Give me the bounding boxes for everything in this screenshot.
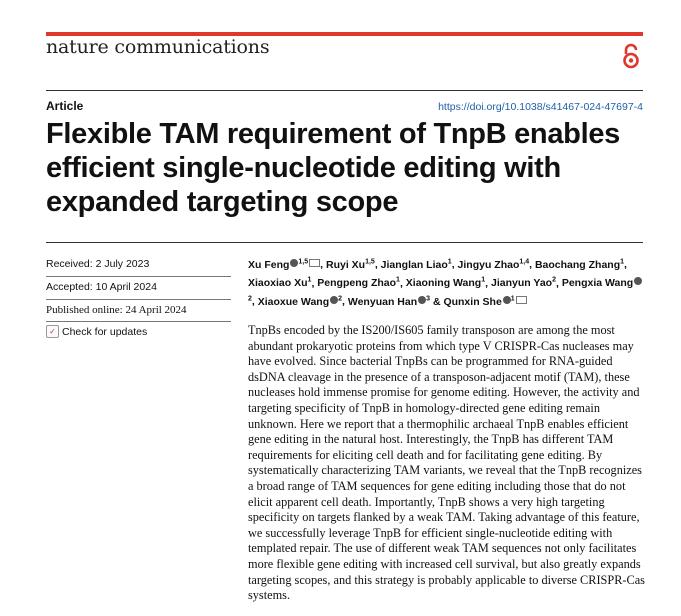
- doi-link[interactable]: https://doi.org/10.1038/s41467-024-47697-4: [438, 101, 643, 113]
- author-affiliation: 1: [396, 276, 400, 284]
- author-affiliation: 2: [248, 295, 252, 302]
- author-list: Xu Feng $^{1,5}$ , Ruyi Xu$^{1,5}$, Jianglan Liao$^1$, Jingyu Zhao$^{1,4}$, Baochang Zhang$^1$, Xiaoxiao Xu$^1$, Pengpeng Zhao$^1$, Xiaoning Wang$^1$, Jianyun Yao$^2$, Pengxia Wang$^2$, Xiaoxue Wang $^2$, Wenyuan Han $^3$ & Qunxin She $^1$: [248, 254, 648, 310]
- author-name-text: Xu Feng: [248, 258, 290, 271]
- check-for-updates-button[interactable]: [46, 325, 147, 338]
- author-name-text: Jianyun Yao: [490, 277, 553, 289]
- author-name[interactable]: [258, 296, 342, 308]
- author-affiliation: 2: [338, 295, 343, 302]
- author-name[interactable]: [317, 277, 400, 289]
- author-affiliation: 3: [426, 295, 431, 302]
- author-name-text: Xiaoxue Wang: [257, 295, 330, 308]
- received-date: Received: 2 July 2023: [46, 258, 150, 270]
- author-name[interactable]: [406, 277, 485, 289]
- meta-divider: [46, 276, 231, 277]
- email-icon[interactable]: [516, 296, 527, 304]
- author-name[interactable]: [535, 259, 624, 271]
- orcid-icon[interactable]: [418, 296, 426, 304]
- author-affiliation: 1: [510, 295, 515, 302]
- author-name-text: Jingyu Zhao: [457, 258, 520, 271]
- published-date: Published online: 24 April 2024: [46, 304, 187, 316]
- meta-divider: [46, 299, 231, 300]
- author-name-text: Jianglan Liao: [380, 258, 448, 271]
- article-type: Article: [46, 99, 84, 113]
- author-name-text: Baochang Zhang: [534, 258, 621, 271]
- author-affiliation: 1: [447, 258, 452, 265]
- author-name-text: Ruyi Xu: [326, 258, 366, 271]
- author-affiliation: 1,5: [365, 258, 375, 265]
- author-name[interactable]: [248, 259, 320, 271]
- orcid-icon[interactable]: [330, 296, 338, 304]
- author-name[interactable]: [381, 259, 452, 271]
- author-name[interactable]: [491, 277, 556, 289]
- check-for-updates-label: Check for updates: [62, 325, 148, 338]
- author-name-text: Pengxia Wang: [561, 277, 634, 289]
- orcid-icon[interactable]: [503, 296, 511, 304]
- author-affiliation: 1,5: [298, 258, 309, 265]
- author-name-text: Wenyuan Han: [347, 295, 418, 308]
- accepted-date: Accepted: 10 April 2024: [46, 281, 157, 293]
- author-affiliation: 1,4: [519, 258, 530, 265]
- orcid-icon[interactable]: [634, 277, 642, 285]
- author-name[interactable]: & Qunxin She $^1$: [433, 296, 527, 308]
- author-name[interactable]: [348, 296, 430, 308]
- author-affiliation: 1: [620, 258, 625, 265]
- author-name-text: Pengpeng Zhao: [317, 277, 397, 289]
- check-for-updates-icon: ✓: [46, 325, 59, 338]
- author-name-text: Qunxin She: [443, 295, 502, 308]
- author-name-text: Xiaoxiao Xu: [248, 277, 308, 289]
- author-affiliation: 2: [552, 276, 556, 284]
- author-name[interactable]: [458, 259, 530, 271]
- author-name[interactable]: [248, 277, 311, 289]
- author-name-text: Xiaoning Wang: [405, 277, 482, 289]
- author-affiliation: 1: [307, 276, 312, 284]
- author-name[interactable]: [326, 259, 375, 271]
- open-access-icon[interactable]: [620, 42, 642, 70]
- email-icon[interactable]: [309, 259, 320, 267]
- header-rule: [46, 90, 643, 91]
- abstract: TnpBs encoded by the IS200/IS605 family transposon are among the most abundant prokaryotic proteins from which type V CRISPR-Cas nucleases may have evolved. Since bacterial TnpBs can be programmed for RNA-guided dsDNA cleavage in the presence of a transposon-adjacent motif (TAM), these nucleases hold immense promise for genome editing. However, the activity and targeting specificity of TnpB in homology-directed gene editing remain unknown. Here we report that a thermophilic archaeal TnpB enables efficient gene editing in the natural host. Interestingly, the TnpB has different TAM requirements for eliciting cell death and for facilitating gene editing. By systematically characterizing TAM variants, we reveal that the TnpB recognizes a broad range of TAM sequences for gene editing including those that do not elicit apparent cell death. Importantly, TnpB shows a very high targeting specificity on targets flanked by a weak TAM. Taking advantage of this feature, we successfully leverage TnpB for efficient single-nucleotide editing with templated repair. The use of different weak TAM sequences not only facilitates more flexible gene editing with increased cell survival, but also greatly expands targeting scopes, and this strategy is probably applicable to diverse CRISPR-Cas systems.: [248, 323, 645, 603]
- title-rule: [46, 242, 643, 243]
- meta-divider: [46, 321, 231, 322]
- author-affiliation: 1: [481, 276, 486, 284]
- journal-name[interactable]: nature communications: [46, 36, 270, 58]
- article-title: Flexible TAM requirement of TnpB enables efficient single-nucleotide editing with expanded targeting scope: [46, 118, 620, 218]
